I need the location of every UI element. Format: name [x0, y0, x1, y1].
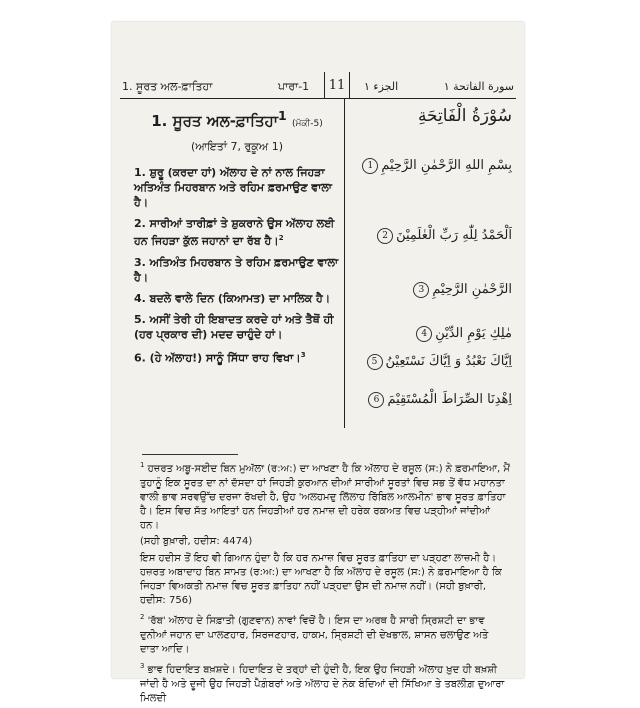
surah-title-arabic: سُوْرَةُ الْفَاتِحَةِ [417, 106, 512, 126]
arabic-verse-4: مٰلِكِ يَوْمِ الدِّيْنِ4 [413, 324, 512, 344]
translation-column [134, 106, 340, 371]
header-surah-arabic: سورة الفاتحة ١ [443, 80, 514, 93]
header-para: ਪਾਰਾ-1 [278, 80, 310, 93]
arabic-verse-5: اِيَّاكَ نَعْبُدُ وَ اِيَّاكَ نَسْتَعِيْنُ5 [364, 352, 512, 372]
arabic-verse-6: اِهْدِنَا الصِّرَاطَ الْمُسْتَقِيْمَ6 [365, 390, 512, 410]
verse-4: 4. ਬਦਲੇ ਵਾਲੇ ਦਿਨ (ਕਿਆਮਤ) ਦਾ ਮਾਲਿਕ ਹੈ। [134, 291, 331, 305]
footnote-1-continued: ਇਸ ਹਦੀਸ ਤੋਂ ਇਹ ਵੀ ਗਿਆਨ ਹੁੰਦਾ ਹੈ ਕਿ ਹਰ ਨਮਾਜ਼ ਵਿਚ ਸੂਰਤ ਫ਼ਾਤਿਹਾ ਦਾ ਪੜ੍ਹਣਾ ਲਾਜ਼ਮੀ ਹੈ। ਹਜ਼ਰਤ ਅਬਾਦਾਹ ਬਿਨ ਸਾਮਤ (ਰ:ਅ:) ਦਾ ਆਖਣਾ ਹੈ ਕਿ ਅੱਲਾਹ ਦੇ ਰਸੂਲ (ਸ:) ਨੇ ਫ਼ਰਮਾਇਆ ਹੈ ਕਿ ਜਿਹੜਾ ਵਿਅਕਤੀ ਨਮਾਜ਼ ਵਿਚ ਸੂਰਤ ਫ਼ਾਤਿਹਾ ਨਹੀਂ ਪੜ੍ਹਦਾ ਉਸ ਦੀ ਨਮਾਜ਼ ਨਹੀਂ। (ਸਹੀ ਬੁਖ਼ਾਰੀ, ਹਦੀਸ: 756) [140, 552, 502, 607]
arabic-verse-1: بِسْمِ اللهِ الرَّحْمٰنِ الرَّحِيْمِ1 [359, 156, 512, 176]
footnote-3: $^3$ ਭਾਵ ਹਿਦਾਇਤ ਬਖ਼ਸ਼ਦੇ। ਹਿਦਾਇਤ ਦੇ ਤਰ੍ਹਾਂ ਦੀ ਹੁੰਦੀ ਹੈ, ਇਕ ਉਹ ਜਿਹੜੀ ਅੱਲਾਹ ਖ਼ੁਦ ਹੀ ਬਖ਼ਸ਼ੀ ਜਾਂਦੀ ਹੈ ਅਤੇ ਦੂਜੀ ਉਹ ਜਿਹੜੀ ਪੈਗ਼ੰਬਰਾਂ ਅਤੇ ਅੱਲਾਹ ਦੇ ਨੇਕ ਬੰਦਿਆਂ ਦੀ ਸਿੱਖਿਆ ਤੇ ਤਬਲੀਗ਼ ਦੁਆਰਾ ਮਿਲਦੀ [140, 662, 505, 705]
page-number: 11 [324, 72, 350, 98]
header-juz: الجزء ١ [364, 80, 399, 93]
running-header [120, 72, 516, 99]
surah-title [134, 106, 340, 134]
makki-label: (ਮੱਕੀ-5) [291, 119, 323, 129]
arabic-verse-2: اَلْحَمْدُ لِلّٰهِ رَبِّ الْعٰلَمِيْنَ2 [374, 226, 512, 246]
verse-5: 5. ਅਸੀਂ ਤੇਰੀ ਹੀ ਇਬਾਦਤ ਕਰਦੇ ਹਾਂ ਅਤੇ ਤੈਥੋਂ ਹੀ (ਹਰ ਪ੍ਰਕਾਰ ਦੀ) ਮਦਦ ਚਾਹੁੰਦੇ ਹਾਂ। [134, 312, 334, 341]
column-divider [344, 98, 345, 428]
verse-2: 2. ਸਾਰੀਆਂ ਤਾਰੀਫ਼ਾਂ ਤੇ ਸ਼ੁਕਰਾਨੇ ਉਸ ਅੱਲਾਹ ਲਈ ਹਨ ਜਿਹੜਾ ਕੁੱਲ ਜਹਾਨਾਂ ਦਾ ਰੱਬ ਹੈ।$^2$ [134, 217, 335, 248]
verse-6: 6. (ਹੇ ਅੱਲਾਹ!) ਸਾਨੂੰ ਸਿੱਧਾ ਰਾਹ ਵਿਖਾ।$^3$ [134, 350, 306, 365]
ayat-ruku: (ਆਇਤਾਂ 7, ਰੁਕੂਅ 1) [190, 140, 284, 153]
header-surah-punjabi: 1. ਸੂਰਤ ਅਲ-ਫ਼ਾਤਿਹਾ [122, 80, 213, 93]
verse-list [134, 165, 340, 365]
footnote-1-reference: (ਸਹੀ ਬੁਖ਼ਾਰੀ, ਹਦੀਸ: 4474) [140, 536, 253, 548]
book-page [112, 22, 524, 705]
surah-title-mark: 1 [278, 108, 287, 123]
footnotes [140, 458, 510, 708]
footnote-1: $^1$ ਹਜ਼ਰਤ ਅਬੂ-ਸਈਦ ਬਿਨ ਮੁਅੱਲਾ (ਰ:ਅ:) ਦਾ ਆਖਣਾ ਹੈ ਕਿ ਅੱਲਾਹ ਦੇ ਰਸੂਲ (ਸ:) ਨੇ ਫ਼ਰਮਾਇਆ, ਮੈਂ ਤੁਹਾਨੂੰ ਇਕ ਸੂਰਤ ਦਾ ਨਾਂ ਦੱਸਦਾ ਹਾਂ ਜਿਹੜੀ ਕੁਰਆਨ ਦੀਆਂ ਸਾਰੀਆਂ ਸੂਰਤਾਂ ਵਿਚ ਸਭ ਤੋਂ ਵੱਧ ਮਹਾਨਤਾ ਵਾਲੀ ਭਾਵ ਸਰਵਉੱਚ ਦਰਜਾ ਰੱਖਦੀ ਹੈ, ਉਹ 'ਅਲਹਮਦੁ ਲਿੱਲਾਹ ਰਿੱਬਿਲ ਆਲਮੀਨ' ਭਾਵ ਸੂਰਤ ਫ਼ਾਤਿਹਾ ਹੈ। ਇਸ ਵਿਚ ਸੱਤ ਆਇਤਾਂ ਹਨ ਜਿਹੜੀਆਂ ਹਰ ਨਮਾਜ਼ ਦੀ ਹਰੇਕ ਰਕਅਤ ਵਿਚ ਪੜ੍ਹੀਆਂ ਜਾਂਦੀਆਂ ਹਨ। [140, 461, 510, 532]
verse-3: 3. ਅਤਿਅੰਤ ਮਿਹਰਬਾਨ ਤੇ ਰਹਿਮ ਫ਼ਰਮਾਉਣ ਵਾਲਾ ਹੈ। [134, 255, 339, 284]
footnote-2: $^2$ 'ਰੱਬ' ਅੱਲਾਹ ਦੇ ਸਿਫ਼ਾਤੀ (ਗੁਣਵਾਨ) ਨਾਵਾਂ ਵਿਚੋਂ ਹੈ। ਇਸ ਦਾ ਅਰਥ ਹੈ ਸਾਰੀ ਸ੍ਰਿਸ਼ਟੀ ਦਾ ਭਾਵ ਦੁਨੀਆਂ ਜਹਾਨ ਦਾ ਪਾਲਣਹਾਰ, ਸਿਰਜਣਹਾਰ, ਹਾਕਮ, ਸ੍ਰਿਸ਼ਟੀ ਦੀ ਦੇਖਭਾਲ, ਸ਼ਾਸਨ ਚਲਾਉਣ ਅਤੇ ਦਾਤਾ ਆਦਿ। [140, 613, 489, 656]
footnote-rule [142, 454, 238, 455]
arabic-verse-3: الرَّحْمٰنِ الرَّحِيْمِ3 [410, 280, 512, 300]
verse-1: 1. ਸ਼ੁਰੂ (ਕਰਦਾ ਹਾਂ) ਅੱਲਾਹ ਦੇ ਨਾਂ ਨਾਲ ਜਿਹੜਾ ਅਤਿਅੰਤ ਮਿਹਰਬਾਨ ਅਤੇ ਰਹਿਮ ਫ਼ਰਮਾਉਣ ਵਾਲਾ ਹੈ। [134, 166, 332, 209]
surah-title-text: 1. ਸੂਰਤ ਅਲ-ਫ਼ਾਤਿਹਾ [151, 112, 279, 130]
